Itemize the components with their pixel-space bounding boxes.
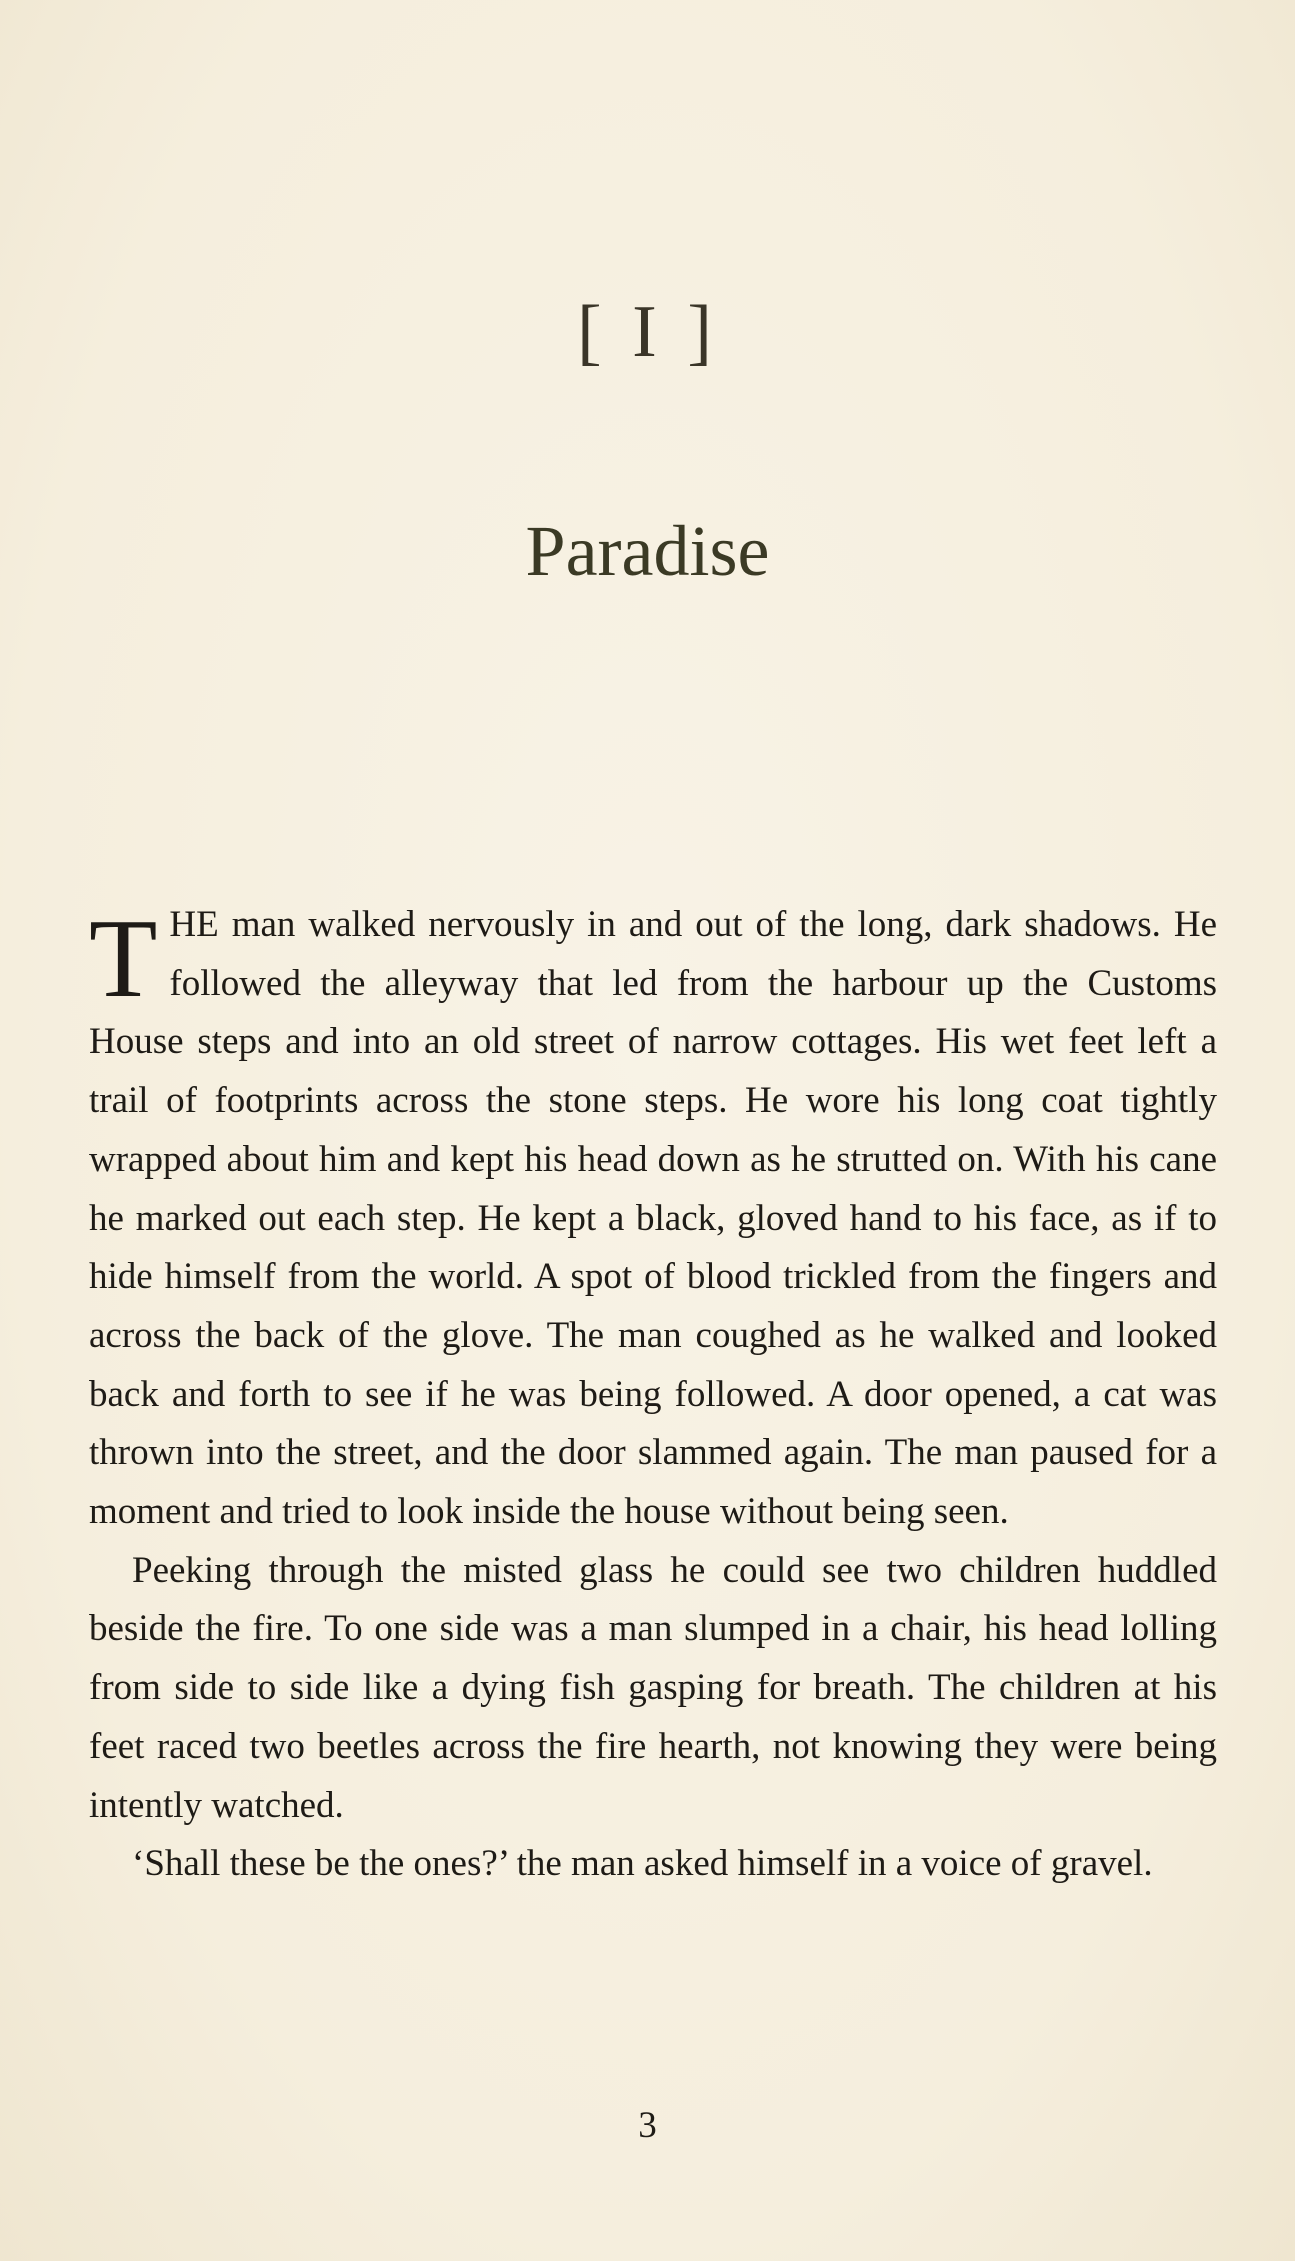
chapter-number: [ I ] xyxy=(577,291,718,373)
page-number: 3 xyxy=(638,2105,657,2146)
paragraph-2: Peeking through the misted glass he could see two children huddled beside the fire. To one side was a man slumped in a chair, his head lolling from side to side like a dying fish gasping for breath. The children at his feet raced two beetles across the fire hearth, not knowing they were being intently watched. xyxy=(89,1549,1217,1826)
chapter-title: Paradise xyxy=(525,511,770,591)
paragraph-3: ‘Shall these be the ones?’ the man asked himself in a voice of gravel. xyxy=(132,1843,1153,1885)
paragraph-1-text: HE man walked nervously in and out of the long, dark shadows. He followed the alleyway that led from the harbour up the Customs House steps and into an old street of narrow cottages. His wet feet left a trail of footprints across the stone steps. He wore his long coat tightly wrapped about him and kept his head down as he strutted on. With his cane he marked out each step. He kept a black, gloved hand to his face, as if to hide himself from the world. A spot of blood trickled from the fingers and across the back of the glove. The man coughed as he walked and looked back and forth to see if he was being followed. A door opened, a cat was thrown into the street, and the door slammed again. The man paused for a moment and tried to look inside the house without being seen. xyxy=(89,904,1217,1533)
paragraph-1 xyxy=(89,896,1217,1542)
drop-cap: T xyxy=(89,897,158,1021)
body-text xyxy=(89,896,1217,1894)
